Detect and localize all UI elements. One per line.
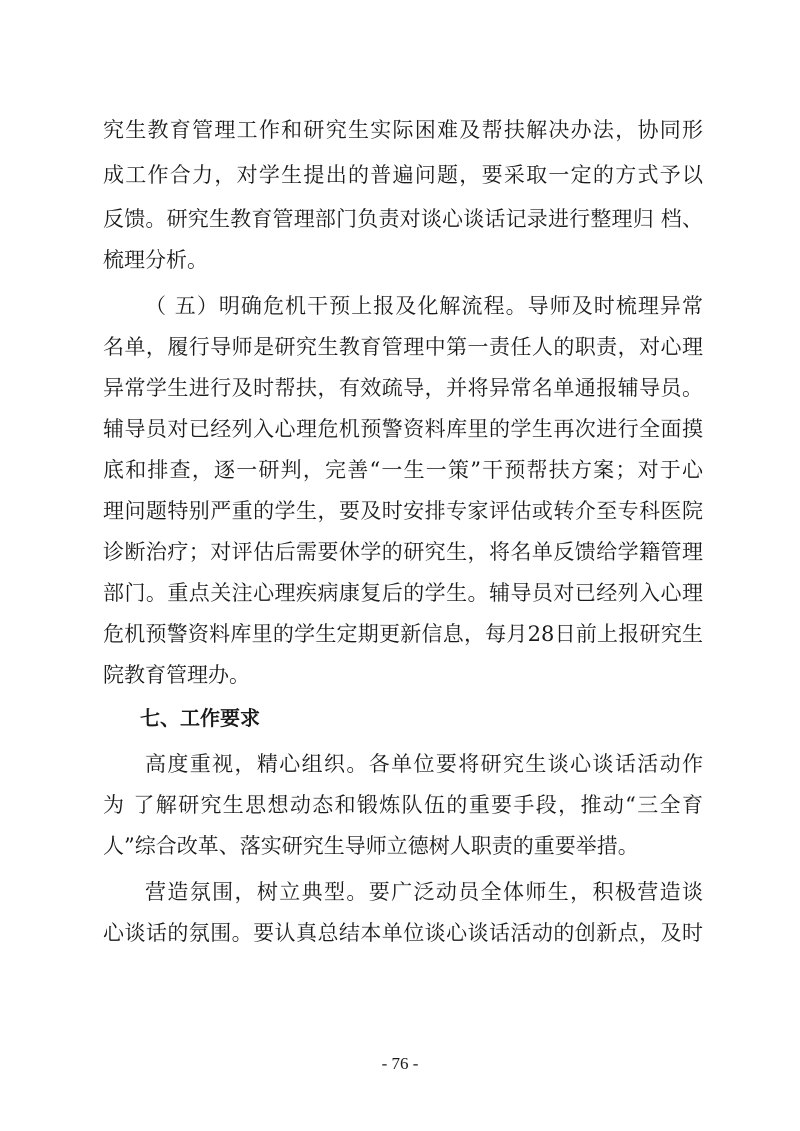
text-line: 为 了解研究生思想动态和锻炼队伍的重要手段，推动“三全育: [103, 793, 703, 817]
text-line: 心谈话的氛围。要认真总结本单位谈心谈话活动的创新点，及时: [103, 921, 703, 945]
text-line: 究生教育管理工作和研究生实际困难及帮扶解决办法，协同形: [103, 118, 703, 142]
text-line: （ 五）明确危机干预上报及化解流程。导师及时梳理异常: [145, 294, 703, 318]
text-line: 反馈。研究生教育管理部门负责对谈心谈话记录进行整理归 档、: [103, 207, 703, 231]
section-heading: 七、工作要求: [140, 706, 260, 730]
text-line: 理问题特别严重的学生，要及时安排专家评估或转介至专科医院: [103, 499, 703, 523]
text-line: 底和排查，逐一研判，完善“一生一策”干预帮扶方案；对于心: [103, 458, 703, 482]
text-line: 诊断治疗；对评估后需要休学的研究生，将名单反馈给学籍管理: [103, 540, 703, 564]
text-line: 异常学生进行及时帮扶，有效疏导，并将异常名单通报辅导员。: [103, 376, 703, 400]
text-line: 高度重视，精心组织。各单位要将研究生谈心谈话活动作: [145, 752, 703, 776]
text-line: 名单，履行导师是研究生教育管理中第一责任人的职责，对心理: [103, 335, 703, 359]
page-number: - 76 -: [381, 1054, 419, 1073]
text-line: 成工作合力，对学生提出的普遍问题，要采取一定的方式予以: [103, 163, 703, 187]
text-line: 危机预警资料库里的学生定期更新信息，每月28日前上报研究生: [103, 622, 703, 646]
text-line: 辅导员对已经列入心理危机预警资料库里的学生再次进行全面摸: [103, 417, 703, 441]
text-line: 梳理分析。: [103, 248, 208, 272]
text-line: 营造氛围，树立典型。要广泛动员全体师生，积极营造谈: [145, 880, 703, 904]
text-line: 部门。重点关注心理疾病康复后的学生。辅导员对已经列入心理: [103, 581, 703, 605]
text-line: 院教育管理办。: [103, 663, 250, 687]
text-line: 人”综合改革、落实研究生导师立德树人职责的重要举措。: [103, 834, 639, 858]
